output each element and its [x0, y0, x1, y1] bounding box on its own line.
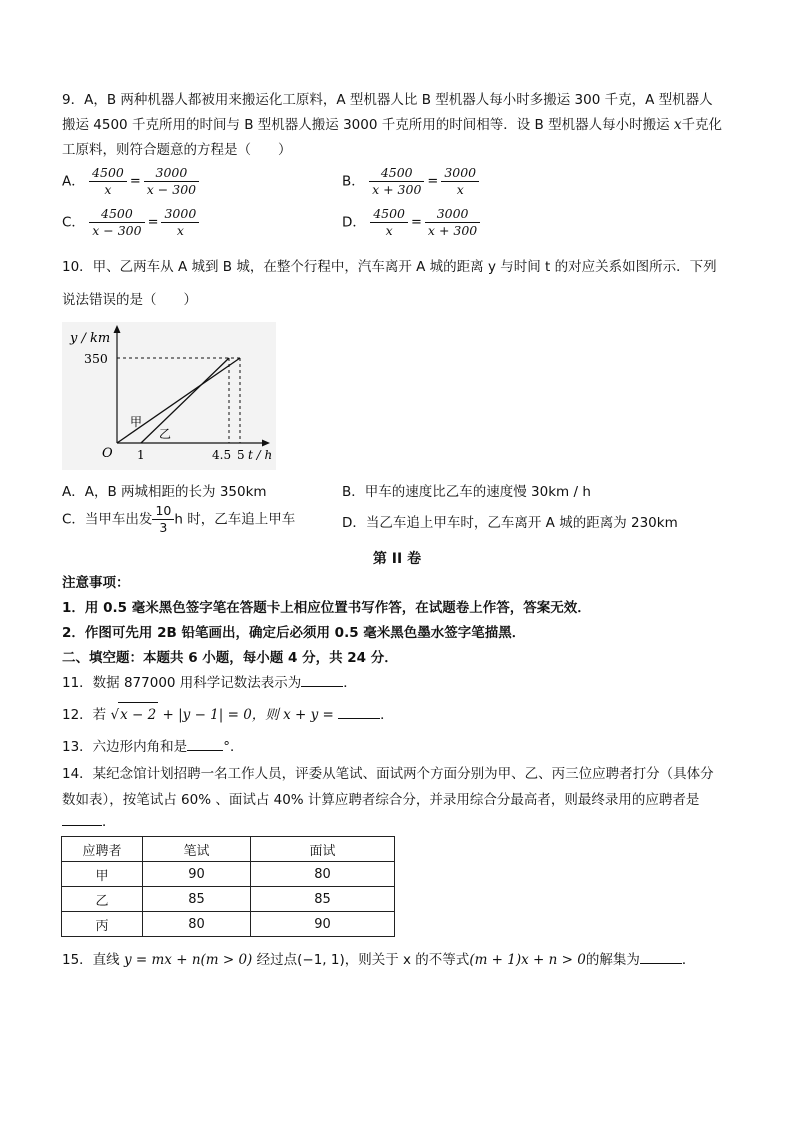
table-row	[62, 862, 395, 887]
x-tick-4.5: 4.5	[212, 448, 232, 462]
q10-option-c-pre: C．当甲车出发	[62, 511, 153, 528]
q10-option-d[interactable]: D．当乙车追上甲车时，乙车离开 A 城的距离为 230km	[342, 515, 678, 531]
q15-inequality: (m + 1)x + n > 0	[469, 952, 586, 968]
q9-var: x	[673, 117, 682, 133]
q15-mid: 经过点	[256, 952, 298, 968]
q9-option-b-label: B．	[342, 173, 365, 190]
q10-line-1: 10．甲、乙两车从 A 城到 B 城，在整个行程中，汽车离开 A 城的距离 y 与时间 t 的对应关系如图所示．下列	[62, 259, 717, 275]
q15-line-equation: y = mx + n(m > 0)	[123, 952, 253, 968]
q12	[62, 702, 394, 727]
header-applicant: 应聘者	[62, 837, 143, 862]
q15-mid2: ，则关于 x 的不等式	[344, 952, 470, 968]
table-row	[62, 912, 395, 937]
cell-interview: 80	[251, 862, 395, 887]
q9-option-c-right-fraction: $\frac{3000}{x}$	[161, 206, 199, 239]
q15-end: ．	[681, 952, 696, 968]
q9-line-2-end: 千克化	[681, 117, 722, 133]
q12-pre: 12．若	[62, 707, 107, 723]
q9-option-b[interactable]: B． $\frac{4500}{x + 300}$ = $\frac{3000}{x}$	[342, 165, 479, 198]
q13-text: 13．六边形内角和是	[62, 739, 188, 755]
q15-answer-blank[interactable]	[640, 949, 682, 964]
table-header-row	[62, 837, 395, 862]
cell-interview: 90	[251, 912, 395, 937]
q10-option-b[interactable]: B．甲车的速度比乙车的速度慢 30km / h	[342, 484, 591, 500]
q12-mid: + |y − 1| = 0，则	[162, 707, 279, 723]
x-tick-1: 1	[137, 448, 145, 462]
cell-written: 85	[143, 887, 251, 912]
q14-answer-blank[interactable]	[62, 811, 102, 826]
y-axis-label: y / km	[70, 331, 111, 346]
q14-line-3	[62, 810, 116, 834]
header-written: 笔试	[143, 837, 251, 862]
notice-item-1: 1．用 0.5 毫米黑色签字笔在答题卡上相应位置书写作答，在试题卷上作答，答案无效．	[62, 600, 591, 616]
q11-text: 11．数据 877000 用科学记数法表示为	[62, 675, 302, 691]
q10-option-c-post: h 时，乙车追上甲车	[174, 511, 296, 528]
q15-post: 的解集为	[585, 952, 640, 968]
cell-name: 乙	[62, 887, 143, 912]
q10-line-2: 说法错误的是（ ）	[62, 292, 197, 308]
q14-end: ．	[102, 814, 116, 830]
q9-option-d-right-fraction: $\frac{3000}{x + 300}$	[425, 206, 480, 239]
series-jia-label: 甲	[130, 415, 143, 429]
y-tick-350: 350	[84, 351, 108, 366]
q9-option-c[interactable]: C． $\frac{4500}{x - 300}$ = $\frac{3000}{x}$	[62, 206, 199, 239]
q9-option-b-right-fraction: $\frac{3000}{x}$	[441, 165, 479, 198]
cell-name: 丙	[62, 912, 143, 937]
q9-option-d-left-fraction: $\frac{4500}{x}$	[370, 206, 408, 239]
q12-end: ．	[380, 707, 394, 723]
q11-end: ．	[343, 675, 357, 691]
q15-point: (−1, 1)	[297, 952, 345, 968]
q9-line-2	[62, 113, 722, 137]
q9-line-1: 9．A，B 两种机器人都被用来搬运化工原料，A 型机器人比 B 型机器人每小时多搬运 300 千克，A 型机器人	[62, 92, 713, 108]
q13-unit: °．	[223, 739, 244, 755]
section-heading-fill-in: 二、填空题：本题共 6 小题，每小题 4 分，共 24 分．	[62, 650, 398, 666]
q9-option-a-left-fraction: $\frac{4500}{x}$	[89, 165, 127, 198]
q9-line-3: 工原料，则符合题意的方程是（ ）	[62, 142, 292, 158]
notice-title: 注意事项：	[62, 575, 130, 591]
cell-interview: 85	[251, 887, 395, 912]
series-yi-label: 乙	[159, 427, 172, 441]
part2-title: 第 II 卷	[372, 551, 422, 567]
origin-label: O	[102, 446, 113, 461]
distance-time-graph	[62, 322, 276, 470]
q9-option-c-left-fraction: $\frac{4500}{x - 300}$	[89, 206, 144, 239]
q15-pre: 15．直线	[62, 952, 120, 968]
x-axis-label: t / h	[248, 448, 273, 462]
q9-option-a[interactable]: A． $\frac{4500}{x}$ = $\frac{3000}{x - 300}$	[62, 165, 199, 198]
q9-option-c-label: C．	[62, 214, 85, 231]
q12-expr: x + y =	[283, 707, 334, 723]
notice-item-2: 2．作图可先用 2B 铅笔画出，确定后必须用 0.5 毫米黑色墨水签字笔描黑．	[62, 625, 526, 641]
q9-option-b-left-fraction: $\frac{4500}{x + 300}$	[369, 165, 424, 198]
x-tick-5: 5	[237, 448, 245, 462]
q14-line-2: 数如表），按笔试占 60% 、面试占 40% 计算应聘者综合分，并录用综合分最高者，则最终录用的应聘者是	[62, 792, 700, 808]
cell-written: 80	[143, 912, 251, 937]
q15	[62, 948, 695, 972]
q9-option-a-label: A．	[62, 173, 85, 190]
score-table	[61, 836, 395, 937]
cell-name: 甲	[62, 862, 143, 887]
q13	[62, 735, 243, 759]
q11-answer-blank[interactable]	[301, 672, 343, 687]
header-interview: 面试	[251, 837, 395, 862]
q12-answer-blank[interactable]	[338, 704, 380, 719]
q9-option-a-right-fraction: $\frac{3000}{x - 300}$	[144, 165, 199, 198]
q12-sqrt: √x − 2	[110, 707, 158, 723]
q9-option-d-label: D．	[342, 214, 366, 231]
q10-option-c-fraction: $\frac{10}{3}$	[152, 503, 174, 536]
q10-option-c[interactable]	[62, 503, 295, 536]
q11	[62, 671, 357, 695]
q9-option-d[interactable]: D． $\frac{4500}{x}$ = $\frac{3000}{x + 300}$	[342, 206, 480, 239]
cell-written: 90	[143, 862, 251, 887]
q14-line-1: 14．某纪念馆计划招聘一名工作人员，评委从笔试、面试两个方面分别为甲、乙、丙三位应聘者打分（具体分	[62, 766, 714, 782]
q9-line-2-text: 搬运 4500 千克所用的时间与 B 型机器人搬运 3000 千克所用的时间相等．设 B 型机器人每小时搬运	[62, 117, 670, 133]
q13-answer-blank[interactable]	[187, 736, 223, 751]
table-row	[62, 887, 395, 912]
q10-option-a[interactable]: A．A，B 两城相距的长为 350km	[62, 484, 267, 500]
